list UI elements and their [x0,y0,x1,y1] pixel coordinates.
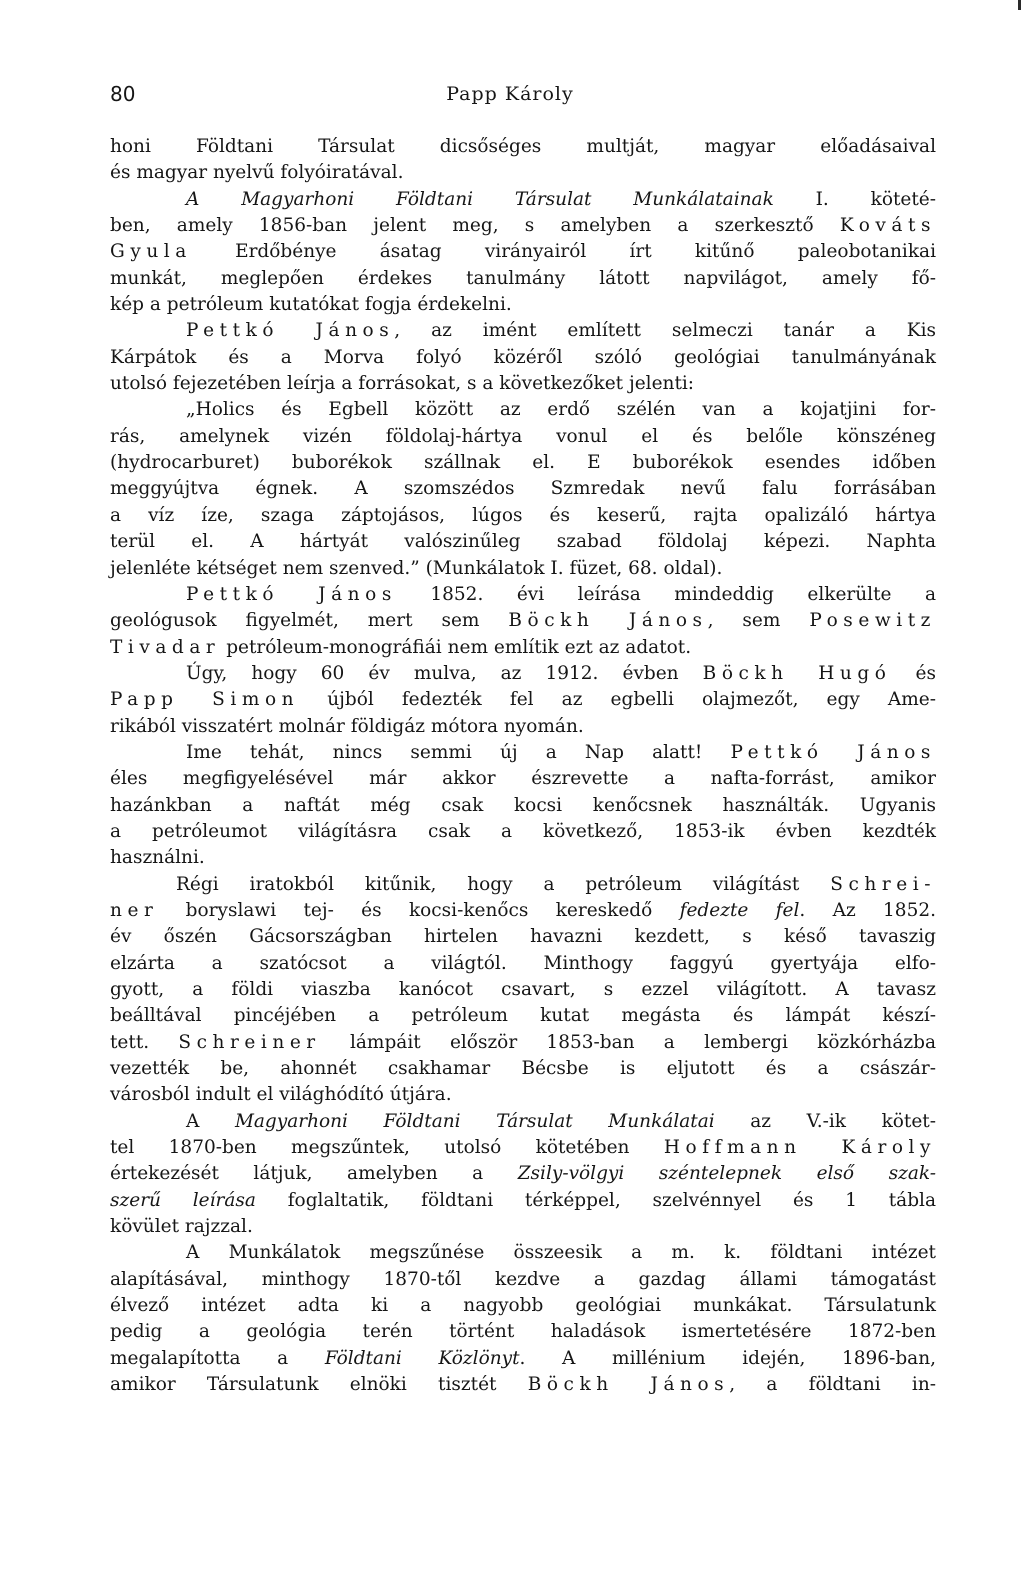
body-text [110,134,936,1399]
text-line [110,766,936,792]
text-line [110,1319,936,1345]
text-run: . Az 1852. [799,899,936,921]
spaced-name: Böckh Hugó [702,662,892,684]
text-line [110,1346,936,1372]
text-line [110,661,936,687]
page-number: 80 [110,82,136,106]
italic-title: szerű leírása [110,1189,256,1211]
text-run: pedig a geológia terén történt haladások ismertetésére 1872-ben [110,1321,936,1343]
text-run: használni. [110,847,205,869]
text-line [110,1135,936,1161]
text-run: Úgy, hogy 60 év mulva, az 1912. évben [186,662,703,684]
spaced-name: Tivadar [110,636,221,658]
text-run: Erdőbénye ásatag virányairól írt kitűnő paleobotanikai [191,241,936,263]
spaced-name: ner [110,899,159,921]
text-line [110,424,936,450]
text-run: terül el. A hártyát valószinűleg szabad földolaj képezi. Naphta [110,531,936,553]
text-run: kép a petróleum kutatókat fogja érdekelni. [110,294,512,316]
spaced-name: Schrei- [830,873,936,895]
text-line [110,1188,936,1214]
text-line [110,529,936,555]
text-run: munkát, meglepően érdekes tanulmány látott napvilágot, amely fő- [110,267,936,289]
text-line [110,582,936,608]
text-run: Ime tehát, nincs semmi új a Nap alatt! [186,741,731,763]
text-run: lámpáit először 1853-ban a lembergi közkórházba [320,1031,936,1053]
text-line [110,239,936,265]
text-run: A Munkálatok megszűnése összeesik a m. k. földtani intézet [186,1242,936,1264]
text-run: A [186,1110,235,1132]
text-run: és [891,662,936,684]
text-line [110,292,936,318]
text-run: , a földtani in- [729,1374,936,1396]
text-line [110,503,936,529]
text-line [110,951,936,977]
text-line [110,134,936,160]
text-line [110,318,936,344]
text-run: amikor Társulatunk elnöki tisztét [110,1374,528,1396]
text-line [110,1109,936,1135]
text-line [110,977,936,1003]
text-line [110,1003,936,1029]
spaced-name: Böckh János [508,610,708,632]
text-line [110,687,936,713]
running-head: Papp Károly [446,83,574,105]
text-line [110,476,936,502]
spaced-name: Böckh János [527,1374,730,1396]
text-run: rikából visszatért molnár földigáz mótora nyomán. [110,715,584,737]
text-line [110,740,936,766]
text-run: éles megfigyelésével már akkor észrevette a nafta-forrást, amikor [110,768,936,790]
text-line [110,187,936,213]
italic-title: fedezte fel [679,899,800,921]
text-run: vezették be, ahonnét csakhamar Bécsbe is eljutott és a császár- [110,1058,936,1080]
text-run: boryslawi tej- és kocsi-kenőcs kereskedő [158,899,680,921]
text-line [110,819,936,845]
text-run: , az imént említett selmeczi tanár a Kis [394,320,936,342]
text-run: 1852. évi leírása mindeddig elkerülte a [396,583,936,605]
text-line [110,371,936,397]
text-line [110,924,936,950]
text-run: beálltával pincéjében a petróleum kutat megásta és lámpát készí- [110,1005,936,1027]
text-run: év őszén Gácsországban hirtelen havazni kezdett, s késő tavaszig [110,926,936,948]
scan-edge-mark [1018,0,1021,10]
spaced-name: Pettkó János [186,320,395,342]
text-run: rás, amelynek vizén földolaj-hártya vonul el és belőle könszéneg [110,425,936,447]
text-run: megalapította a [110,1347,325,1369]
text-run: városból indult el világhódító útjára. [110,1084,452,1106]
text-run: petróleum-monográfiái nem említik ezt az adatot. [220,636,692,658]
spaced-name: Kováts [839,215,936,237]
text-line [110,714,936,740]
spaced-name: Hoffmann Károly [663,1137,936,1159]
text-line [110,213,936,239]
text-run: kövület rajzzal. [110,1216,253,1238]
text-run: I. köteté- [773,188,936,210]
spaced-name: Schreiner [178,1031,321,1053]
spaced-name: Pettkó János [730,741,936,763]
text-line [110,872,936,898]
italic-title: Magyarhoni Földtani Társulat Munkálatai [234,1110,715,1132]
text-line [110,397,936,423]
text-run: az V.-ik kötet- [714,1110,936,1132]
text-run: „Holics és Egbell között az erdő szélén van a kojatjini for- [186,399,936,421]
text-line [110,898,936,924]
text-run: elzárta a szatócsot a világtól. Minthogy faggyú gyertyája elfo- [110,952,936,974]
text-line [110,1240,936,1266]
italic-title: Zsily-völgyi széntelepnek első szak- [517,1163,936,1185]
text-run: újból fedezték fel az egbelli olajmezőt, egy Ame- [299,689,936,711]
text-line [110,1293,936,1319]
spaced-name: Gyula [110,241,192,263]
text-line [110,450,936,476]
text-run: geológusok figyelmét, mert sem [110,610,509,632]
text-line [110,345,936,371]
text-run: tel 1870-ben megszűntek, utolsó kötetében [110,1137,664,1159]
text-line [110,1056,936,1082]
spaced-name: Pettkó János [186,583,397,605]
text-line [110,608,936,634]
text-run: Régi iratokból kitűnik, hogy a petróleum világítást [176,873,831,895]
text-line [110,556,936,582]
text-run: és magyar nyelvű folyóiratával. [110,162,404,184]
text-run: a petróleumot világításra csak a következő, 1853-ik évben kezdték [110,820,936,842]
text-run: tett. [110,1031,179,1053]
text-run: , sem [707,610,810,632]
text-run: élvező intézet adta ki a nagyobb geológiai munkákat. Társulatunk [110,1295,936,1317]
text-line [110,635,936,661]
text-line [110,1030,936,1056]
spaced-name: Posewitz [809,610,936,632]
text-line [110,266,936,292]
text-line [110,1267,936,1293]
text-line [110,1372,936,1398]
text-run: meggyújtva égnek. A szomszédos Szmredak nevű falu forrásában [110,478,936,500]
text-line [110,793,936,819]
text-run: hazánkban a naftát még csak kocsi kenőcsnek használták. Ugyanis [110,794,936,816]
spaced-name: Papp Simon [110,689,300,711]
text-run: a víz íze, szaga záptojásos, lúgos és keserű, rajta opalizáló hártya [110,504,936,526]
text-line [110,845,936,871]
italic-title: Földtani Közlönyt [324,1347,520,1369]
text-run: foglaltatik, földtani térképpel, szelvénnyel és 1 tábla [255,1189,936,1211]
text-run: . A millénium idején, 1896-ban, [519,1347,936,1369]
text-line [110,1214,936,1240]
text-run: jelenléte kétséget nem szenved.” (Munkálatok I. füzet, 68. oldal). [110,557,723,579]
text-line [110,160,936,186]
text-line [110,1082,936,1108]
italic-title: A Magyarhoni Földtani Társulat Munkálatainak [186,188,774,210]
text-run: utolsó fejezetében leírja a forrásokat, s a következőket jelenti: [110,373,695,395]
text-run: értekezését látjuk, amelyben a [110,1163,518,1185]
page-header [110,80,910,108]
text-line [110,1161,936,1187]
text-run: honi Földtani Társulat dicsőséges multját, magyar előadásaival [110,136,936,157]
text-run: alapításával, minthogy 1870-től kezdve a gazdag állami támogatást [110,1268,936,1290]
text-run: gyott, a földi viaszba kanócot csavart, s ezzel világított. A tavasz [110,979,936,1000]
text-run: ben, amely 1856-ban jelent meg, s amelyben a szerkesztő [110,215,840,237]
text-run: (hydrocarburet) buborékok szállnak el. E buborékok esendes időben [110,452,936,474]
text-run: Kárpátok és a Morva folyó közéről szóló geológiai tanulmányának [110,346,936,368]
